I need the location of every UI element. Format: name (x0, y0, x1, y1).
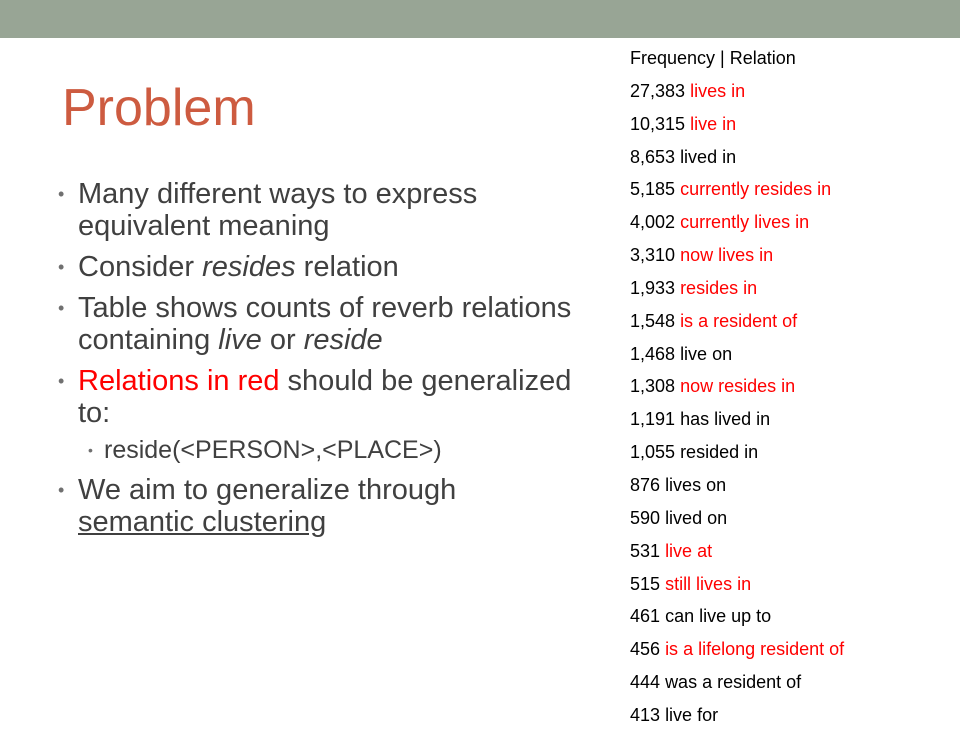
table-rows (630, 75, 950, 732)
table-row (630, 338, 950, 371)
table-row (630, 239, 950, 272)
row-relation: currently lives in (680, 212, 810, 233)
row-count: 461 (630, 606, 661, 627)
frequency-relation-table (630, 42, 950, 732)
table-row (630, 305, 950, 338)
row-count: 1,468 (630, 343, 676, 364)
table-row (630, 666, 950, 699)
table-row (630, 108, 950, 141)
table-row (630, 403, 950, 436)
bullet-relations-red (58, 365, 578, 465)
row-relation: lived on (665, 507, 728, 528)
bullet-italic-resides: resides (202, 251, 296, 283)
row-count: 413 (630, 704, 661, 725)
table-row (630, 75, 950, 108)
bullet-generalize (58, 474, 578, 538)
row-count: 4,002 (630, 212, 676, 233)
row-count: 3,310 (630, 245, 676, 266)
sub-bullet-list (78, 435, 578, 465)
sub-bullet-reside-signature: • reside(<PERSON>,<PLACE>) (78, 435, 578, 465)
row-relation: has lived in (680, 409, 771, 430)
bullet-consider-resides (58, 251, 578, 283)
row-relation: is a resident of (680, 310, 798, 331)
bullet-many-ways (58, 178, 578, 242)
bullet-italic-reside: reside (303, 324, 383, 356)
row-relation: lives on (665, 474, 727, 495)
row-count: 1,308 (630, 376, 676, 397)
table-row (630, 600, 950, 633)
row-relation: now resides in (680, 376, 796, 397)
row-relation: now lives in (680, 245, 774, 266)
bullet-text-prefix: Consider (78, 251, 203, 283)
row-relation: still lives in (665, 573, 752, 594)
table-row (630, 699, 950, 732)
table-header: Frequency | Relation (630, 48, 796, 68)
bullet-text-suffix: relation (295, 251, 399, 283)
table-row (630, 469, 950, 502)
row-count: 515 (630, 573, 661, 594)
table-row (630, 535, 950, 568)
row-count: 27,383 (630, 80, 686, 101)
row-relation: live in (690, 113, 737, 134)
slide-title: Problem (62, 79, 256, 137)
row-relation: can live up to (665, 606, 772, 627)
row-relation: live at (665, 540, 713, 561)
table-row (630, 502, 950, 535)
bullet-italic-live: live (218, 324, 262, 356)
row-count: 1,933 (630, 277, 676, 298)
table-row (630, 206, 950, 239)
table-row (630, 272, 950, 305)
row-count: 8,653 (630, 146, 676, 167)
table-row (630, 633, 950, 666)
row-count: 876 (630, 474, 661, 495)
row-count: 456 (630, 639, 661, 660)
row-relation: resides in (680, 277, 758, 298)
table-row (630, 173, 950, 206)
table-row (630, 568, 950, 601)
bullet-text-suffix: should be generalized to: (78, 365, 572, 429)
row-relation: resided in (680, 442, 759, 463)
bullet-text-prefix: Table shows counts of reverb relations containing (78, 292, 572, 356)
row-relation: lived in (680, 146, 737, 167)
row-count: 531 (630, 540, 661, 561)
row-count: 444 (630, 672, 661, 693)
row-relation: live for (665, 704, 719, 725)
table-row (630, 370, 950, 403)
bullet-red-text: Relations in red (78, 365, 280, 397)
row-count: 10,315 (630, 113, 686, 134)
bullet-text-prefix: We aim to generalize through (78, 474, 457, 506)
row-count: 590 (630, 507, 661, 528)
row-relation: currently resides in (680, 179, 832, 200)
row-relation: lives in (690, 80, 746, 101)
row-relation: is a lifelong resident of (665, 639, 845, 660)
bullet-list (58, 178, 578, 547)
row-count: 1,548 (630, 310, 676, 331)
row-count: 1,191 (630, 409, 676, 430)
row-count: 1,055 (630, 442, 676, 463)
row-relation: was a resident of (665, 672, 802, 693)
table-row (630, 436, 950, 469)
top-decorative-band (0, 0, 960, 38)
row-count: 5,185 (630, 179, 676, 200)
bullet-many-ways-text: Many different ways to express equivalent meaning (78, 178, 478, 242)
bullet-text-mid: or (261, 324, 304, 356)
row-relation: live on (680, 343, 733, 364)
table-row (630, 141, 950, 174)
bullet-underlined-semantic-clustering: semantic clustering (78, 506, 327, 538)
bullet-table-shows (58, 292, 578, 356)
